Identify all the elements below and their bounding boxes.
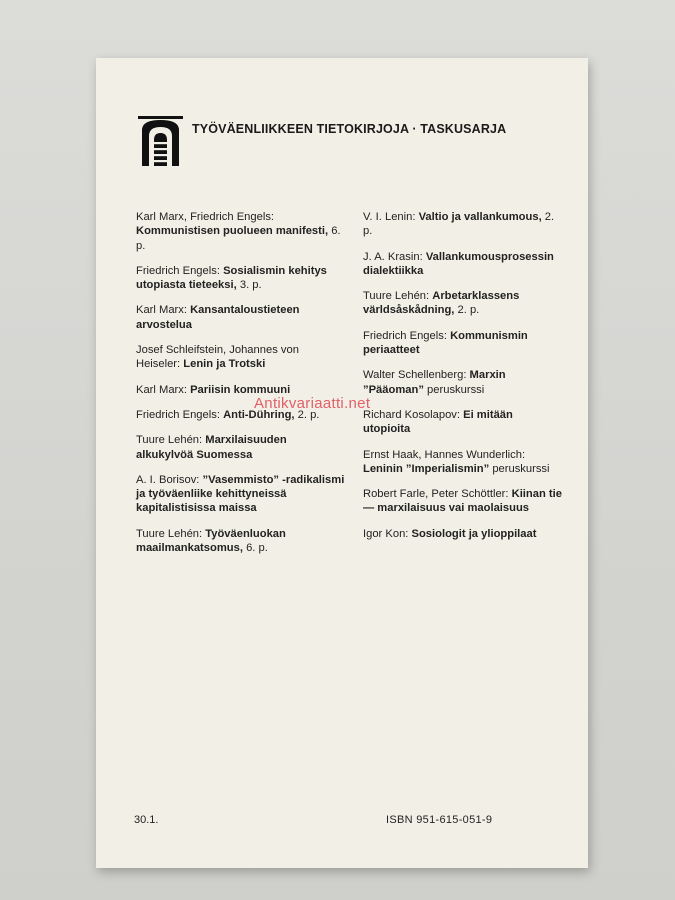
book-author: V. I. Lenin: [363,211,416,223]
book-edition: 3. p. [239,279,262,292]
book-author: Friedrich Engels: [136,408,220,421]
book-author: Friedrich Engels: [136,264,220,277]
book-author: Tuure Lehén: [363,290,430,303]
book-author: Robert Farle, Peter Schöttler: [363,488,509,501]
book-entry [363,448,563,477]
book-author: A. I. Borisov: [136,473,200,486]
book-title: Työväenluokan maailmankatsomus, [136,527,286,555]
book-title: Pariisin kommuuni [190,383,291,396]
isbn: ISBN 951-615-051-9 [386,814,493,826]
book-entry [363,289,563,318]
book-entry [363,527,563,541]
book-author: Karl Marx: [136,304,187,317]
book-author: Richard Kosolapov: [363,408,461,421]
book-edition: 6. p. [136,225,341,252]
book-title: Valtio ja vallankumous, [418,211,542,223]
tunnel-arch-logo-icon [138,116,183,166]
book-list-left [136,210,346,566]
book-title: Vallankumousprosessin dialektiikka [363,250,554,277]
book-entry [136,473,346,516]
book-title: Arbetarklassens världsåskådning, [363,290,520,317]
book-edition: peruskurssi [492,462,550,475]
book-title: Marxilaisuuden alkukylvöä Suomessa [136,434,287,461]
catalog-code: 30.1. [134,814,159,826]
series-header [138,116,578,168]
book-author: Friedrich Engels: [363,329,447,342]
book-title: Lenin ja Trotski [183,358,266,371]
book-title: Kiinan tie — marxilaisuus vai maolaisuus [363,488,562,515]
book-title: Kansantaloustieteen arvostelua [136,304,300,331]
book-edition: 2. p. [363,211,555,238]
book-author: Karl Marx, Friedrich Engels: [136,211,275,223]
book-title: Sosialismin kehitys utopiasta tieteeksi, [136,264,327,292]
book-entry [136,343,346,372]
book-entry [136,433,346,462]
book-entry [136,210,346,253]
book-author: Karl Marx: [136,383,187,396]
book-list-right [363,210,563,552]
book-edition: 2. p. [297,408,320,421]
book-entry [363,250,563,279]
book-author: J. A. Krasin: [363,250,423,263]
book-author: Josef Schleifstein, Johannes von Heiseler: [136,344,299,371]
book-back-cover [96,58,588,868]
book-entry [363,368,563,397]
book-title: Sosiologit ja ylioppilaat [411,527,537,540]
book-entry [363,408,563,437]
book-title: Leninin ”Imperialismin” [363,462,490,475]
book-entry [136,264,346,293]
book-entry [363,210,563,239]
book-edition: 6. p. [246,542,268,555]
book-title: Anti-Dühring, [223,408,295,421]
book-entry [136,527,346,556]
book-edition: peruskurssi [427,383,485,396]
book-title: ”Vasemmisto” -radikalismi ja työväenliike kehittyneissä kapitalistisissa maissa [136,473,345,515]
watermark: Antikvariaatti.net [254,395,371,412]
book-edition: 2. p. [457,304,480,317]
book-entry [136,303,346,332]
book-title: Ei mitään utopioita [363,408,513,436]
book-title: Kommunistisen puolueen manifesti, [136,225,329,238]
book-author: Tuure Lehén: [136,527,203,540]
book-entry [363,487,563,516]
book-title: Marxin ”Pääoman” [363,369,506,396]
book-title: Kommunismin periaatteet [363,329,528,357]
book-author: Tuure Lehén: [136,434,203,447]
book-entry [363,329,563,358]
series-title: TYÖVÄENLIIKKEEN TIETOKIRJOJA · TASKUSARJA [192,122,507,136]
book-author: Walter Schellenberg: [363,369,467,382]
book-author: Igor Kon: [363,527,409,540]
book-author: Ernst Haak, Hannes Wunderlich: [363,448,526,461]
